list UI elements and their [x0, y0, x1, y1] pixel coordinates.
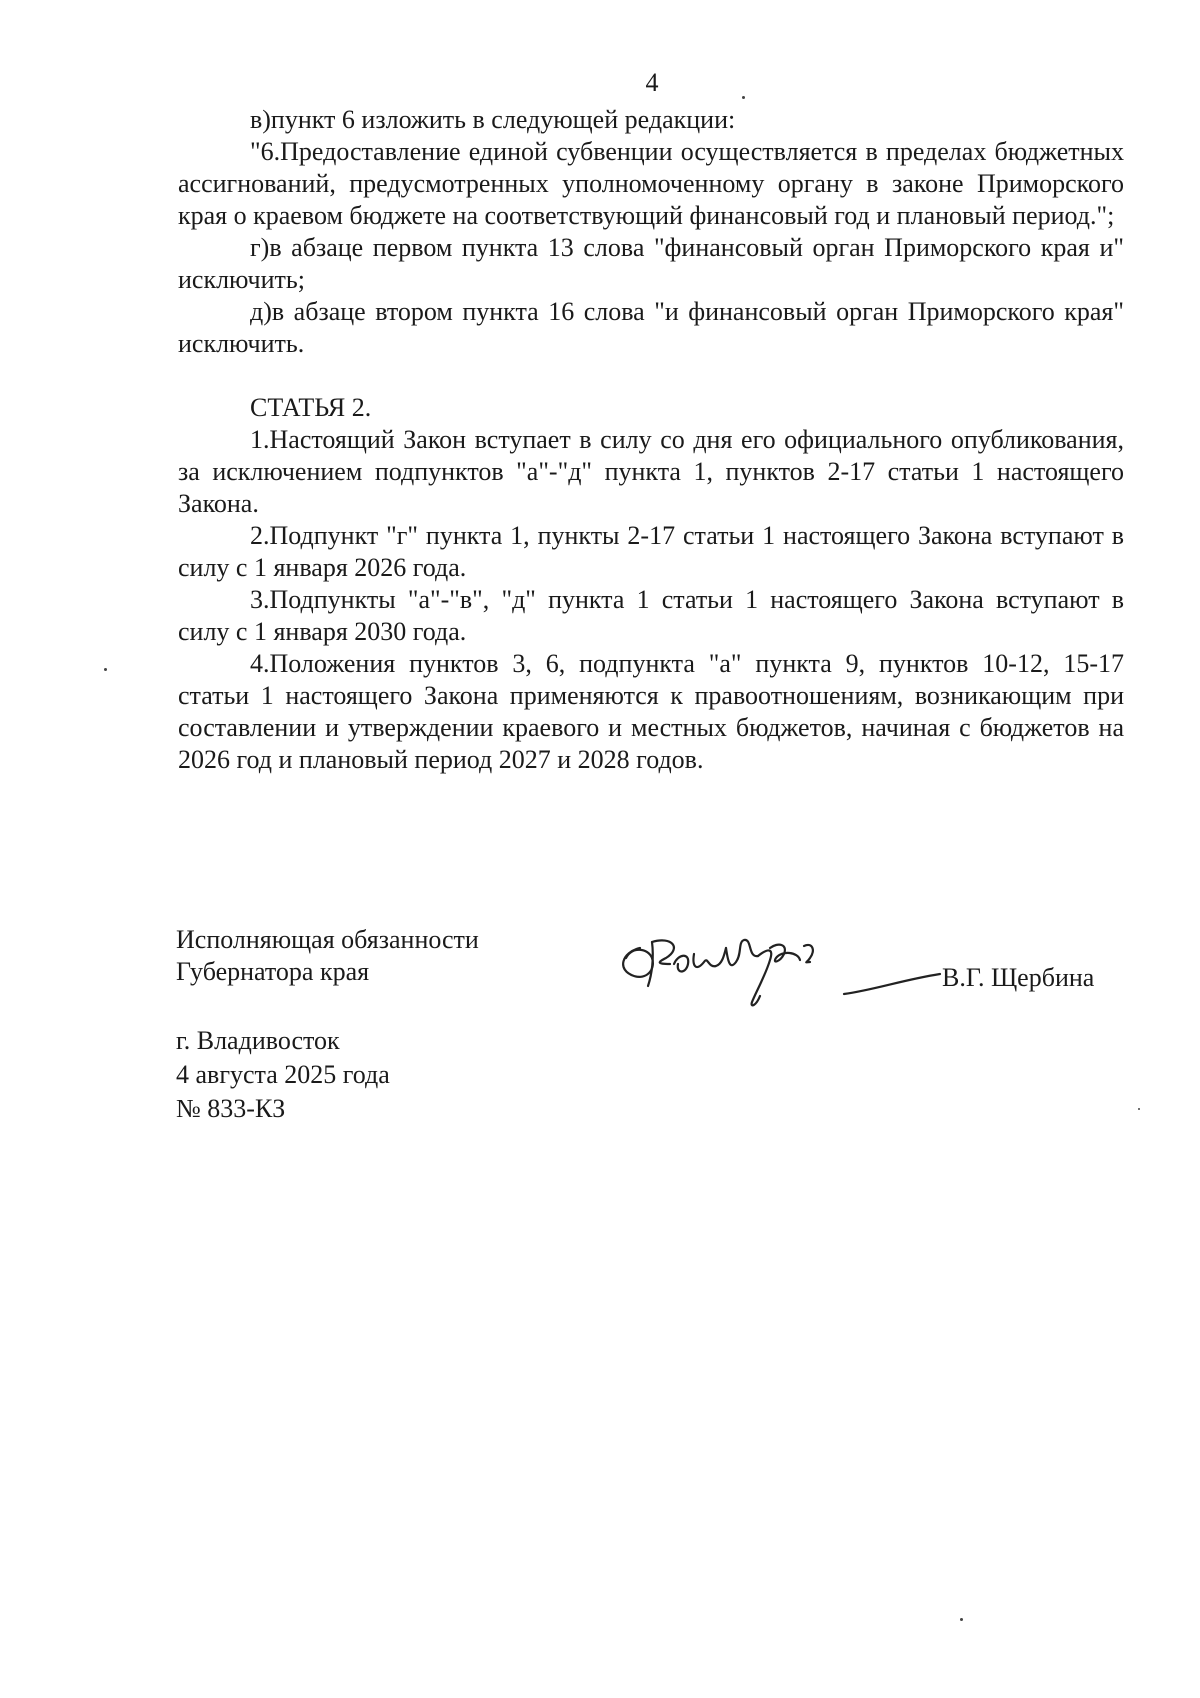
paragraph-item-v: в)пункт 6 изложить в следующей редакции:	[250, 105, 736, 134]
article-2-clause-1: 1.Настоящий Закон вступает в силу со дня его официального опубликования, за исключением подпунктов "а"-"д" пункта 1, пунктов 2-17 статьи 1 настоящего Закона.	[178, 425, 1124, 518]
signatory-position-line-2: Губернатора края	[176, 957, 370, 986]
page-number: 4	[645, 68, 659, 97]
scan-speck	[960, 1618, 963, 1621]
law-text-body	[178, 104, 1124, 776]
article-2-clause-4: 4.Положения пунктов 3, 6, подпункта "а" пункта 9, пунктов 10-12, 15-17 статьи 1 настоящего Закона применяются к правоотношениям, возникающим при составлении и утверждении краевого и местных бюджетов, начиная с бюджетов на 2026 год и плановый период 2027 и 2028 годов.	[178, 649, 1124, 774]
paragraph-item-g: г)в абзаце первом пункта 13 слова "финансовый орган Приморского края и" исключить;	[178, 233, 1124, 294]
scan-speck	[104, 668, 107, 671]
article-2-clause-3: 3.Подпункты "а"-"в", "д" пункта 1 статьи 1 настоящего Закона вступают в силу с 1 января 2030 года.	[178, 585, 1124, 646]
paragraph-item-d: д)в абзаце втором пункта 16 слова "и финансовый орган Приморского края" исключить.	[178, 297, 1124, 358]
handwritten-signature	[612, 918, 952, 1018]
article-2-clause-2: 2.Подпункт "г" пункта 1, пункты 2-17 статьи 1 настоящего Закона вступают в силу с 1 января 2026 года.	[178, 521, 1124, 582]
scan-speck	[742, 96, 745, 99]
article-2-heading: СТАТЬЯ 2.	[250, 393, 372, 422]
signatory-position-line-1: Исполняющая обязанности	[176, 925, 479, 954]
scan-speck	[1138, 1108, 1140, 1110]
footer-date: 4 августа 2025 года	[176, 1060, 390, 1089]
footer-number: № 833-КЗ	[176, 1094, 286, 1123]
paragraph-quote-item-6: "6.Предоставление единой субвенции осуществляется в пределах бюджетных ассигнований, предусмотренных уполномоченному органу в законе Приморского края о краевом бюджете на соответствующий финансовый год и плановый период.";	[178, 137, 1124, 230]
footer-city: г. Владивосток	[176, 1026, 340, 1055]
document-footer	[176, 1024, 390, 1126]
signatory-name: В.Г. Щербина	[942, 963, 1095, 992]
signatory-position	[176, 924, 479, 988]
